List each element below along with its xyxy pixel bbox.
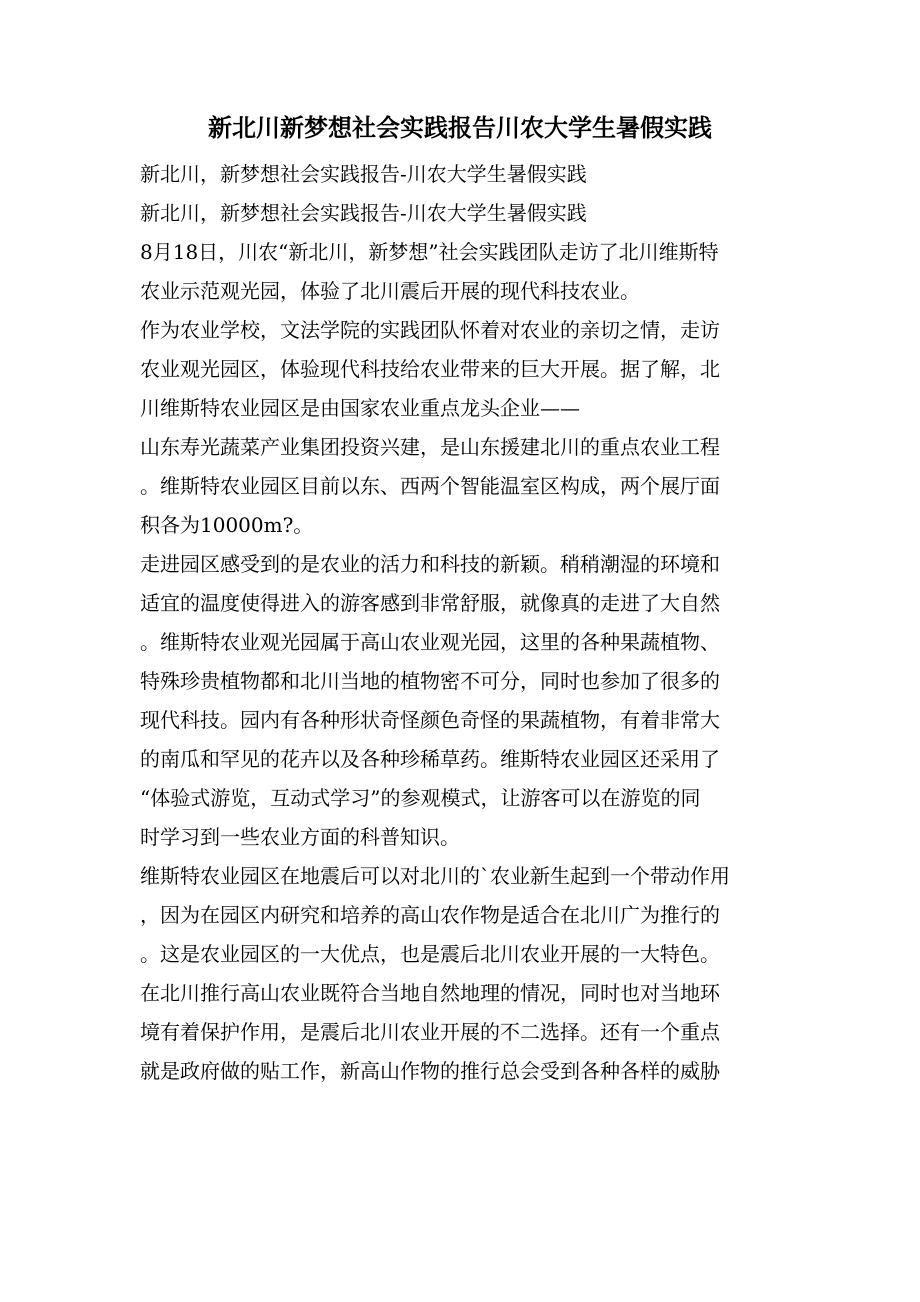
- text-line: 维斯特农业园区在地震后可以对北川的`农业新生起到一个带动作用: [140, 864, 730, 888]
- text-line: 8月18日，川农“新北川，新梦想”社会实践团队走访了北川维斯特: [140, 240, 719, 264]
- text-line: 。这是农业园区的一大优点，也是震后北川农业开展的一大特色。: [140, 942, 720, 966]
- text-line: “体验式游览，互动式学习”的参观模式，让游客可以在游览的同: [140, 786, 701, 810]
- text-line: 新北川，新梦想社会实践报告-川农大学生暑假实践: [140, 201, 587, 225]
- text-line: ，因为在园区内研究和培养的高山农作物是适合在北川广为推行的: [140, 903, 720, 927]
- text-line: 农业观光园区，体验现代科技给农业带来的巨大开展。据了解，北: [140, 357, 720, 381]
- text-line: 现代科技。园内有各种形状奇怪颜色奇怪的果蔬植物，有着非常大: [140, 708, 720, 732]
- text-line: 在北川推行高山农业既符合当地自然地理的情况，同时也对当地环: [140, 981, 720, 1005]
- text-line: 的南瓜和罕见的花卉以及各种珍稀草药。维斯特农业园区还采用了: [140, 747, 720, 771]
- text-line: 。维斯特农业观光园属于高山农业观光园，这里的各种果蔬植物、: [140, 630, 720, 654]
- text-line: 就是政府做的贴工作，新高山作物的推行总会受到各种各样的威胁: [140, 1059, 720, 1083]
- text-line: 适宜的温度使得进入的游客感到非常舒服，就像真的走进了大自然: [140, 591, 720, 615]
- document-title: 新北川新梦想社会实践报告川农大学生暑假实践: [208, 113, 712, 142]
- text-line: 走进园区感受到的是农业的活力和科技的新颖。稍稍潮湿的环境和: [140, 552, 720, 576]
- text-line: 。维斯特农业园区目前以东、西两个智能温室区构成，两个展厅面: [140, 474, 720, 498]
- text-line: 境有着保护作用，是震后北川农业开展的不二选择。还有一个重点: [140, 1020, 720, 1044]
- text-line: 作为农业学校，文法学院的实践团队怀着对农业的亲切之情，走访: [140, 318, 720, 342]
- text-line: 时学习到一些农业方面的科普知识。: [140, 825, 460, 849]
- text-line: 积各为10000m?。: [140, 513, 314, 537]
- text-line: 农业示范观光园，体验了北川震后开展的现代科技农业。: [140, 279, 640, 303]
- text-line: 特殊珍贵植物都和北川当地的植物密不可分，同时也参加了很多的: [140, 669, 720, 693]
- text-line: 山东寿光蔬菜产业集团投资兴建，是山东援建北川的重点农业工程: [140, 435, 720, 459]
- text-line: 川维斯特农业园区是由国家农业重点龙头企业——: [140, 396, 580, 420]
- text-line: 新北川，新梦想社会实践报告-川农大学生暑假实践: [140, 162, 587, 186]
- document-body: [140, 155, 790, 1091]
